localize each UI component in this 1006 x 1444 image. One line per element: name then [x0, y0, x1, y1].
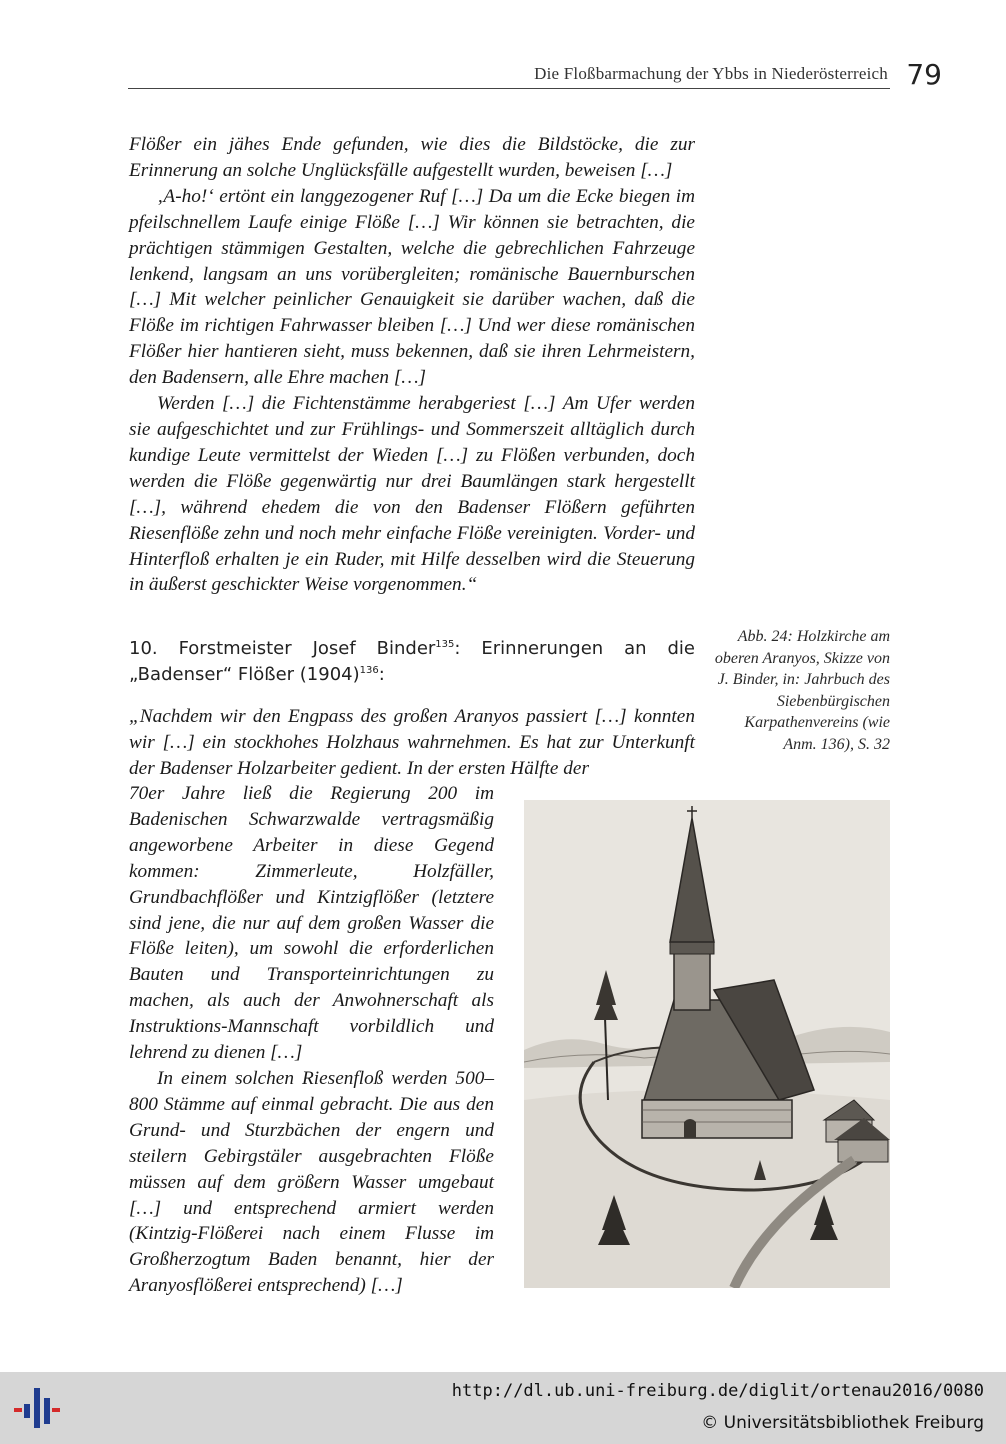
quote2-paragraph: In einem solchen Riesenfloß werden 500–800 Stämme auf einmal gebracht. Die aus den Grund- und Sturzbächen der engern und steilern Gebirgstäler ausgebrachten Flöße müssen auf dem größern Wasser umgebaut […] und entsprechend armiert werden (Kintzig-Flößerei nach einem Flusse im Großherzogtum Baden benannt, hier der Aranyosflößerei entsprechend) […]: [129, 1067, 494, 1297]
quote-block-1: [129, 132, 695, 598]
church-sketch-image: [524, 800, 890, 1288]
footer-bar: [0, 1372, 1006, 1444]
footer-url-link[interactable]: http://dl.ub.uni-freiburg.de/diglit/ortenau2016/0080: [451, 1381, 984, 1401]
church-sketch-drawing: [524, 800, 890, 1288]
heading-text: 10. Forstmeister Josef Binder: [129, 638, 436, 659]
header-rule: [128, 88, 890, 89]
ub-freiburg-logo-icon: [12, 1384, 64, 1432]
heading-text: :: [378, 664, 385, 685]
quote1-paragraph: Flößer ein jähes Ende gefunden, wie dies die Bildstöcke, die zur Erinnerung an solche Unglücksfälle aufgestellt wurden, beweisen […]: [129, 134, 695, 181]
quote-block-2-narrow: [129, 781, 494, 1299]
page-number: 79: [906, 58, 942, 91]
quote1-paragraph: ‚A-ho!‘ ertönt ein langgezogener Ruf […] Da um die Ecke biegen im pfeilschnellem Laufe einige Flöße […] Wir können sie betrachten, die prächtigen stämmigen Gestalten, welche die gebrechlichen Fahrzeuge lenkend, langsam an uns vorübergleiten; romänische Bauernburschen […] Mit welcher peinlicher Genauigkeit sie darüber wachen, daß die Flöße im richtigen Fahrwasser bleiben […] Und wer diese romänischen Flößer hier hantieren sieht, muss bekennen, daß sie ihren Lehrmeistern, den Badensern, alle Ehre machen […]: [129, 185, 695, 389]
footnote-ref[interactable]: 135: [435, 639, 455, 650]
quote2-paragraph: 70er Jahre ließ die Regierung 200 im Badenischen Schwarzwalde vertragsmäßig angeworbene Arbeiter in diese Gegend kommen: Zimmerleute, Holzfäller, Grundbachflößer und Kintzigflößer (letztere sind jene, die nur auf dem großen Wasser die Flöße leiten), um sowohl die erforderlichen Bauten und Transporteinrichtungen zu machen, als auch der Anwohnerschaft als Instruktions-Mannschaft vorbildlich und lehrend zu dienen […]: [129, 783, 494, 1064]
running-header: Die Floßbarmachung der Ybbs in Niederösterreich: [534, 64, 888, 83]
footnote-ref[interactable]: 136: [359, 665, 379, 676]
quote2-paragraph: „Nachdem wir den Engpass des großen Aranyos passiert […] konnten wir […] ein stockhohes Holzhaus wahrnehmen. Es hat zur Unterkunft der Badenser Holzarbeiter gedient. In der ersten Hälfte der: [129, 706, 695, 779]
heading-text: : Erinnerungen an die „Badenser“ Flößer (1904): [129, 638, 695, 685]
footer-copyright: © Universitätsbibliothek Freiburg: [701, 1413, 984, 1433]
figure-caption: Abb. 24: Holzkirche am oberen Aranyos, Skizze von J. Binder, in: Jahrbuch des Siebenbürgischen Karpathenvereins (wie Anm. 136), S. 32: [714, 628, 890, 753]
quote1-paragraph: Werden […] die Fichtenstämme herabgeriest […] Am Ufer werden sie aufgeschichtet und zur Frühlings- und Sommerszeit alltäglich durch kundige Leute vermittelst der Wieden […] zu Flößen verbunden, doch werden die Flöße gegenwärtig nur drei Baumlängen stark hergestellt […], während ehedem die von den Badenser Flößern geführten Riesenflöße zehn und noch mehr einfache Flöße vereinigten. Vorder- und Hinterfloß erhalten je ein Ruder, mit Hilfe desselben wird die Steuerung in äußerst geschickter Weise vorgenommen.“: [129, 393, 695, 596]
quote-block-2-wide: [129, 704, 695, 782]
section-heading: [129, 636, 695, 688]
